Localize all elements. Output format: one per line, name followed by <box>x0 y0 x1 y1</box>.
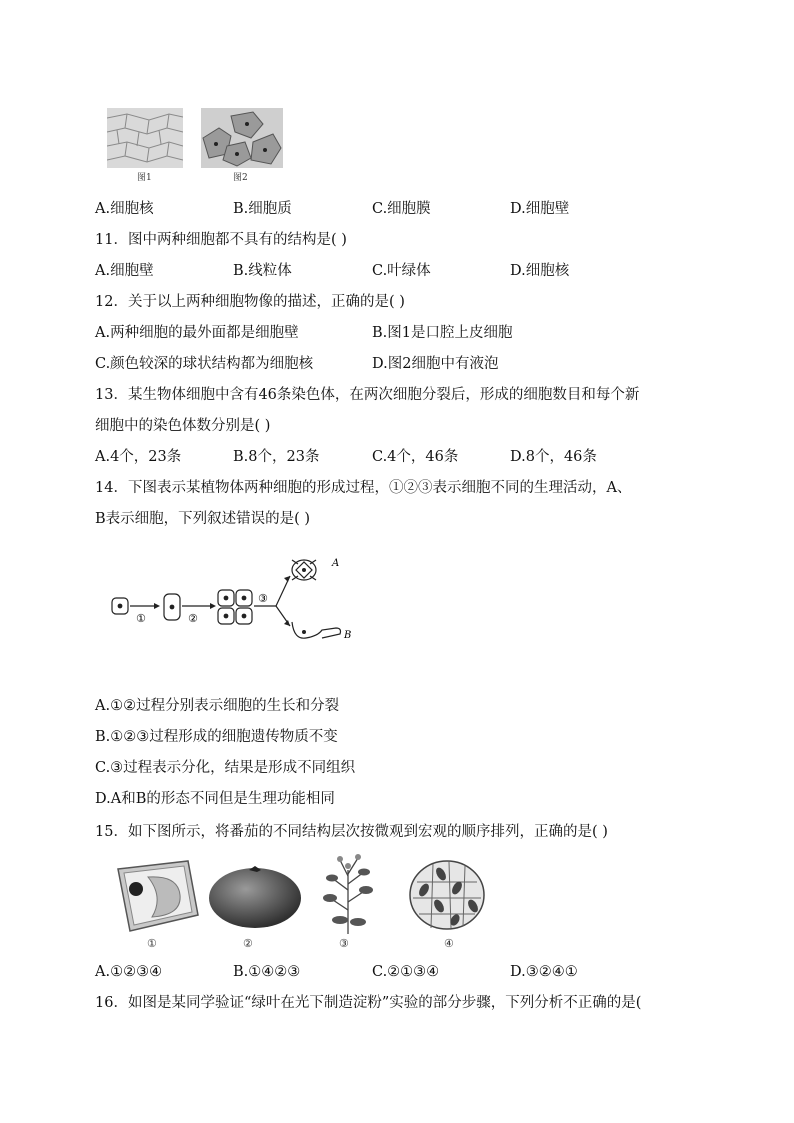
q11-option-a[interactable]: A.细胞壁 <box>95 263 154 279</box>
q13-option-c[interactable]: C.4个，46条 <box>372 449 459 465</box>
q11-option-b[interactable]: B.线粒体 <box>233 263 292 279</box>
q11-option-c[interactable]: C.叶绿体 <box>372 263 431 279</box>
q10-option-c[interactable]: C.细胞膜 <box>372 201 431 217</box>
diagram-label-b: B <box>344 630 352 641</box>
q14-option-b[interactable]: B.①②③过程形成的细胞遗传物质不变 <box>95 729 338 745</box>
q14-option-d[interactable]: D.A和B的形态不同但是生理功能相同 <box>95 791 335 807</box>
q12-stem: 12．关于以上两种细胞物像的描述，正确的是( ) <box>95 294 405 310</box>
q15-plant-cell-image <box>108 855 202 941</box>
q13-stem-line-2: 细胞中的染色体数分别是( ) <box>95 418 271 434</box>
q14-stem-line-2: B表示细胞，下列叙述错误的是( ) <box>95 511 311 527</box>
diagram-step-1: ① <box>136 612 146 625</box>
q16-stem: 16．如图是某同学验证“绿叶在光下制造淀粉”实验的部分步骤，下列分析不正确的是( <box>95 995 642 1011</box>
q15-image-label-1: ① <box>147 937 157 950</box>
q12-option-b[interactable]: B.图1是口腔上皮细胞 <box>372 325 513 341</box>
q10-option-d[interactable]: D.细胞壁 <box>510 201 570 217</box>
q14-stem-line-1: 14．下图表示某植物体两种细胞的形成过程，①②③表示细胞不同的生理活动，A、 <box>95 480 632 496</box>
q15-tissue-image <box>407 858 487 936</box>
q14-option-c[interactable]: C.③过程表示分化，结果是形成不同组织 <box>95 760 356 776</box>
q12-option-a[interactable]: A.两种细胞的最外面都是细胞壁 <box>95 325 299 341</box>
q15-option-d[interactable]: D.③②④① <box>510 964 578 980</box>
q10-option-b[interactable]: B.细胞质 <box>233 201 292 217</box>
diagram-cell-b <box>292 622 341 638</box>
q15-option-b[interactable]: B.①④②③ <box>233 964 301 980</box>
q12-option-c[interactable]: C.颜色较深的球状结构都为细胞核 <box>95 356 314 372</box>
figure-1-caption: 图1 <box>137 173 152 183</box>
figure-2-cheek-cells <box>201 108 283 172</box>
diagram-label-a: A <box>332 558 340 569</box>
q11-option-d[interactable]: D.细胞核 <box>510 263 570 279</box>
q15-option-c[interactable]: C.②①③④ <box>372 964 440 980</box>
q14-option-a[interactable]: A.①②过程分别表示细胞的生长和分裂 <box>95 698 340 714</box>
diagram-step-3: ③ <box>258 592 268 605</box>
q15-stem: 15．如下图所示，将番茄的不同结构层次按微观到宏观的顺序排列，正确的是( ) <box>95 824 608 840</box>
q10-option-a[interactable]: A.细胞核 <box>95 201 154 217</box>
q12-option-d[interactable]: D.图2细胞中有液泡 <box>372 356 499 372</box>
q11-stem: 11．图中两种细胞都不具有的结构是( ) <box>95 232 347 248</box>
q13-option-d[interactable]: D.8个，46条 <box>510 449 597 465</box>
q15-image-label-2: ② <box>243 937 253 950</box>
figure-2-caption: 图2 <box>233 173 248 183</box>
q13-option-b[interactable]: B.8个，23条 <box>233 449 320 465</box>
q13-stem-line-1: 13．某生物体细胞中含有46条染色体，在两次细胞分裂后，形成的细胞数目和每个新 <box>95 387 640 403</box>
q15-tomato-image <box>205 862 305 934</box>
q14-cell-formation-diagram <box>108 548 368 662</box>
q15-tomato-plant-image <box>316 850 380 940</box>
q15-image-label-3: ③ <box>339 937 349 950</box>
q15-option-a[interactable]: A.①②③④ <box>95 964 163 980</box>
diagram-step-2: ② <box>188 612 198 625</box>
figure-1-onion-cells <box>107 108 183 172</box>
q13-option-a[interactable]: A.4个，23条 <box>95 449 182 465</box>
q15-image-label-4: ④ <box>444 937 454 950</box>
